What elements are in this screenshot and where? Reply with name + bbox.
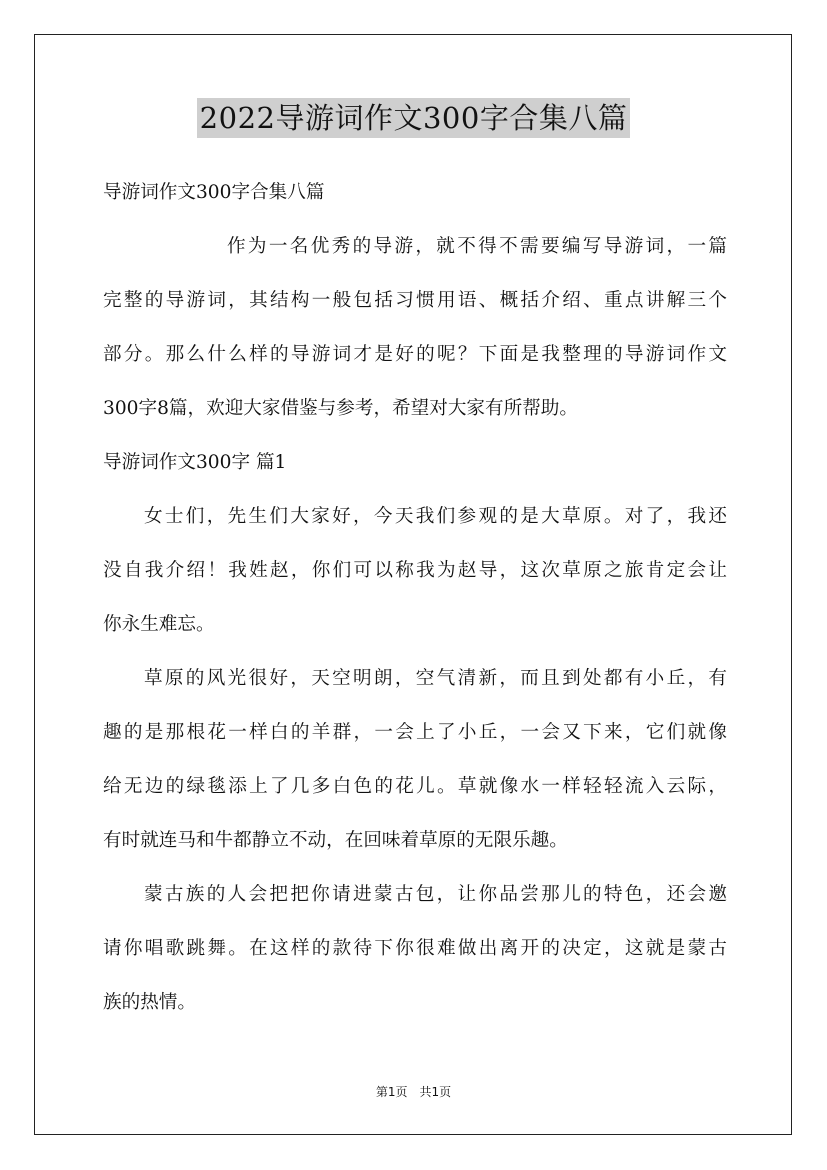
document-body (103, 171, 727, 1035)
intro-line: 部分。那么什么样的导游词才是好的呢？下面是我整理的导游词作文 (103, 344, 727, 365)
intro-line: 作为一名优秀的导游，就不得不需要编写导游词，一篇 (227, 236, 727, 257)
document-title: 2022导游词作文300字合集八篇 (197, 98, 631, 138)
paragraph-line: 给无边的绿毯添上了几多白色的花儿。草就像水一样轻轻流入云际， (103, 776, 727, 797)
paragraph-line: 草原的风光很好，天空明朗，空气清新，而且到处都有小丘，有 (144, 668, 727, 689)
paragraph-line: 趣的是那根花一样白的羊群，一会上了小丘，一会又下来，它们就像 (103, 722, 727, 743)
paragraph-line: 请你唱歌跳舞。在这样的款待下你很难做出离开的决定，这就是蒙古 (103, 938, 727, 959)
title-wrap (0, 98, 827, 138)
paragraph-line: 女士们，先生们大家好，今天我们参观的是大草原。对了，我还 (144, 506, 727, 527)
paragraph-line: 蒙古族的人会把把你请进蒙古包，让你品尝那儿的特色，还会邀 (144, 884, 727, 905)
paragraph-line: 没自我介绍！我姓赵，你们可以称我为赵导，这次草原之旅肯定会让 (103, 560, 727, 581)
page-footer: 第1页 共1页 (375, 1085, 452, 1099)
intro-line: 300字8篇，欢迎大家借鉴与参考，希望对大家有所帮助。 (103, 398, 578, 419)
section-heading: 导游词作文300字 篇1 (103, 452, 287, 473)
paragraph-line: 族的热情。 (103, 992, 196, 1013)
paragraph-line: 你永生难忘。 (103, 614, 215, 635)
subtitle: 导游词作文300字合集八篇 (103, 182, 325, 203)
intro-line: 完整的导游词，其结构一般包括习惯用语、概括介绍、重点讲解三个 (103, 290, 727, 311)
paragraph-line: 有时就连马和牛都静立不动，在回味着草原的无限乐趣。 (103, 830, 568, 851)
